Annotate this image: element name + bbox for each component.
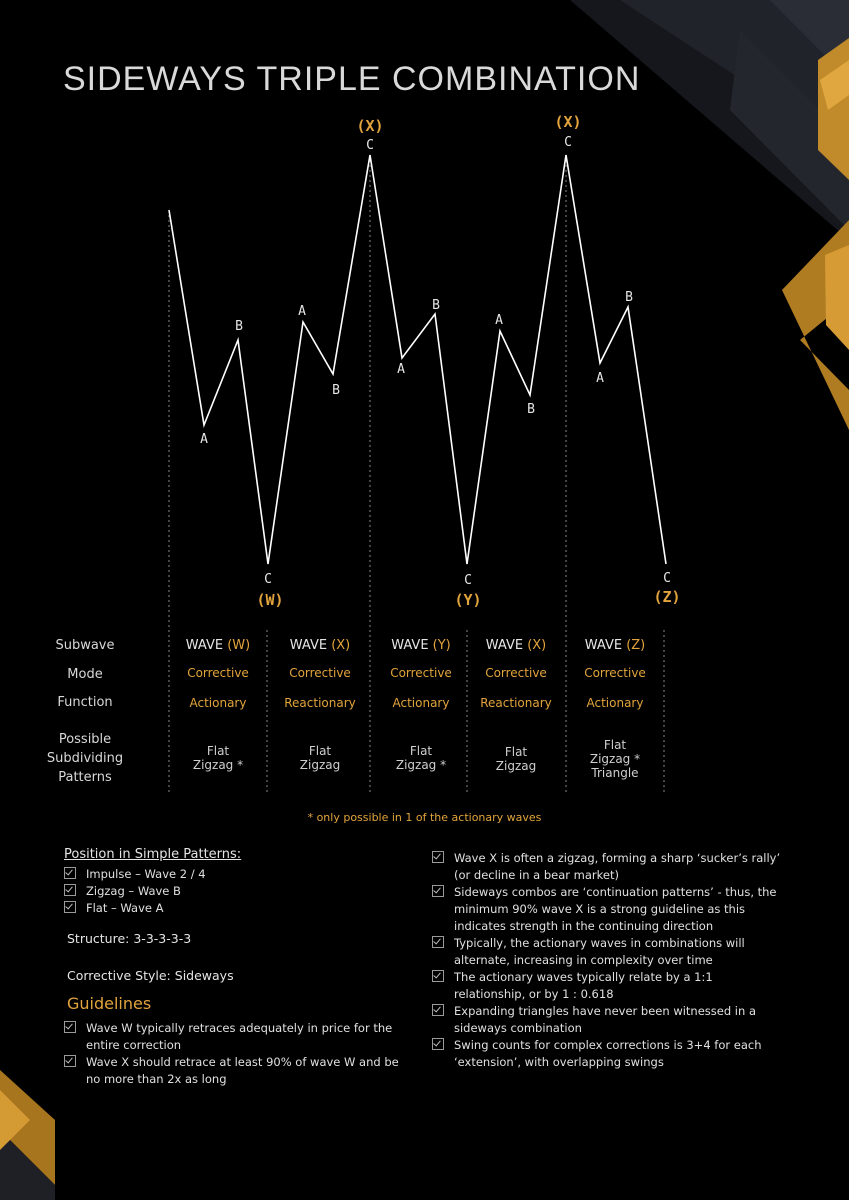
checkbox-icon xyxy=(64,867,76,879)
wave-y-end-label: (Y) xyxy=(454,591,482,609)
checkbox-icon xyxy=(64,1055,76,1067)
wave-x2-c-label: C xyxy=(564,135,572,150)
wave-x1-b-label: B xyxy=(332,383,340,398)
wave-x2-a-label: A xyxy=(495,313,503,328)
col-x1-mode: Corrective xyxy=(289,666,351,680)
wave-y-a-label: A xyxy=(397,362,405,377)
wave-w-b-label: B xyxy=(235,319,243,334)
col-w-patterns: Flat Zigzag * xyxy=(192,744,244,772)
row-header-function: Function xyxy=(57,695,113,710)
guidelines-title: Guidelines xyxy=(67,994,152,1013)
checkbox-icon xyxy=(432,885,444,897)
wave-x1-c-label: C xyxy=(366,138,374,153)
row-header-patterns: Possible Subdividing Patterns xyxy=(46,732,124,785)
list-item: Wave X is often a zigzag, forming a sharp ‘sucker’s rally’ (or decline in a bear market) xyxy=(432,850,782,884)
col-w-subwave: WAVE (W) xyxy=(185,638,251,653)
wave-z-a-label: A xyxy=(596,371,604,386)
checkbox-icon xyxy=(432,936,444,948)
wave-x1-end-label: (X) xyxy=(356,117,384,135)
row-header-subwave: Subwave xyxy=(55,638,115,653)
col-x1-patterns: Flat Zigzag xyxy=(299,744,341,772)
col-z-subwave: WAVE (Z) xyxy=(584,638,646,653)
wave-w-a-label: A xyxy=(200,432,208,447)
checkbox-icon xyxy=(432,851,444,863)
list-item: The actionary waves typically relate by a 1:1 relationship, or by 1 : 0.618 xyxy=(432,969,782,1003)
wave-y-c-label: C xyxy=(464,573,472,588)
checkbox-icon xyxy=(432,970,444,982)
wave-z-end-label: (Z) xyxy=(653,588,681,606)
col-x2-patterns: Flat Zigzag xyxy=(495,745,537,773)
row-header-mode: Mode xyxy=(67,667,103,682)
col-x2-subwave: WAVE (X) xyxy=(485,638,547,653)
position-list xyxy=(64,866,364,917)
list-item: Zigzag – Wave B xyxy=(64,883,364,900)
list-item: Sideways combos are ‘continuation patterns’ - thus, the minimum 90% wave X is a strong guideline as this indicates strength in the continuing direction xyxy=(432,884,782,935)
col-x1-subwave: WAVE (X) xyxy=(289,638,351,653)
wave-x2-end-label: (X) xyxy=(554,113,582,131)
wave-w-c-label: C xyxy=(264,572,272,587)
wave-y-b-label: B xyxy=(432,298,440,313)
list-item: Flat – Wave A xyxy=(64,900,364,917)
col-x2-function: Reactionary xyxy=(480,696,552,710)
col-x2-mode: Corrective xyxy=(485,666,547,680)
col-w-mode: Corrective xyxy=(187,666,249,680)
wave-z-c-label: C xyxy=(663,571,671,586)
wave-path xyxy=(169,155,666,564)
position-title: Position in Simple Patterns: xyxy=(64,847,242,862)
col-y-mode: Corrective xyxy=(390,666,452,680)
wave-x1-a-label: A xyxy=(298,304,306,319)
wave-w-end-label: (W) xyxy=(256,591,284,609)
list-item: Expanding triangles have never been witnessed in a sideways combination xyxy=(432,1003,782,1037)
col-x1-function: Reactionary xyxy=(284,696,356,710)
guidelines-list xyxy=(64,1020,409,1088)
list-item: Wave X should retrace at least 90% of wave W and be no more than 2x as long xyxy=(64,1054,409,1088)
col-y-patterns: Flat Zigzag * xyxy=(395,744,447,772)
structure-line: Structure: 3-3-3-3-3 xyxy=(67,931,192,946)
checkbox-icon xyxy=(64,884,76,896)
style-line: Corrective Style: Sideways xyxy=(67,968,234,983)
col-z-patterns: Flat Zigzag * Triangle xyxy=(589,738,641,780)
wave-x2-b-label: B xyxy=(527,402,535,417)
list-item: Swing counts for complex corrections is 3+4 for each ‘extension’, with overlapping swings xyxy=(432,1037,782,1071)
col-w-function: Actionary xyxy=(189,696,247,710)
checkbox-icon xyxy=(64,1021,76,1033)
checkbox-icon xyxy=(432,1038,444,1050)
col-z-mode: Corrective xyxy=(584,666,646,680)
checkbox-icon xyxy=(64,901,76,913)
col-z-function: Actionary xyxy=(586,696,644,710)
list-item: Typically, the actionary waves in combinations will alternate, increasing in complexity over time xyxy=(432,935,782,969)
page-title: SIDEWAYS TRIPLE COMBINATION xyxy=(63,60,641,98)
list-item: Wave W typically retraces adequately in price for the entire correction xyxy=(64,1020,409,1054)
list-item: Impulse – Wave 2 / 4 xyxy=(64,866,364,883)
checkbox-icon xyxy=(432,1004,444,1016)
wave-z-b-label: B xyxy=(625,290,633,305)
col-y-function: Actionary xyxy=(392,696,450,710)
footnote: * only possible in 1 of the actionary waves xyxy=(307,811,542,824)
col-y-subwave: WAVE (Y) xyxy=(391,638,451,653)
right-guidelines-list xyxy=(432,850,782,1071)
